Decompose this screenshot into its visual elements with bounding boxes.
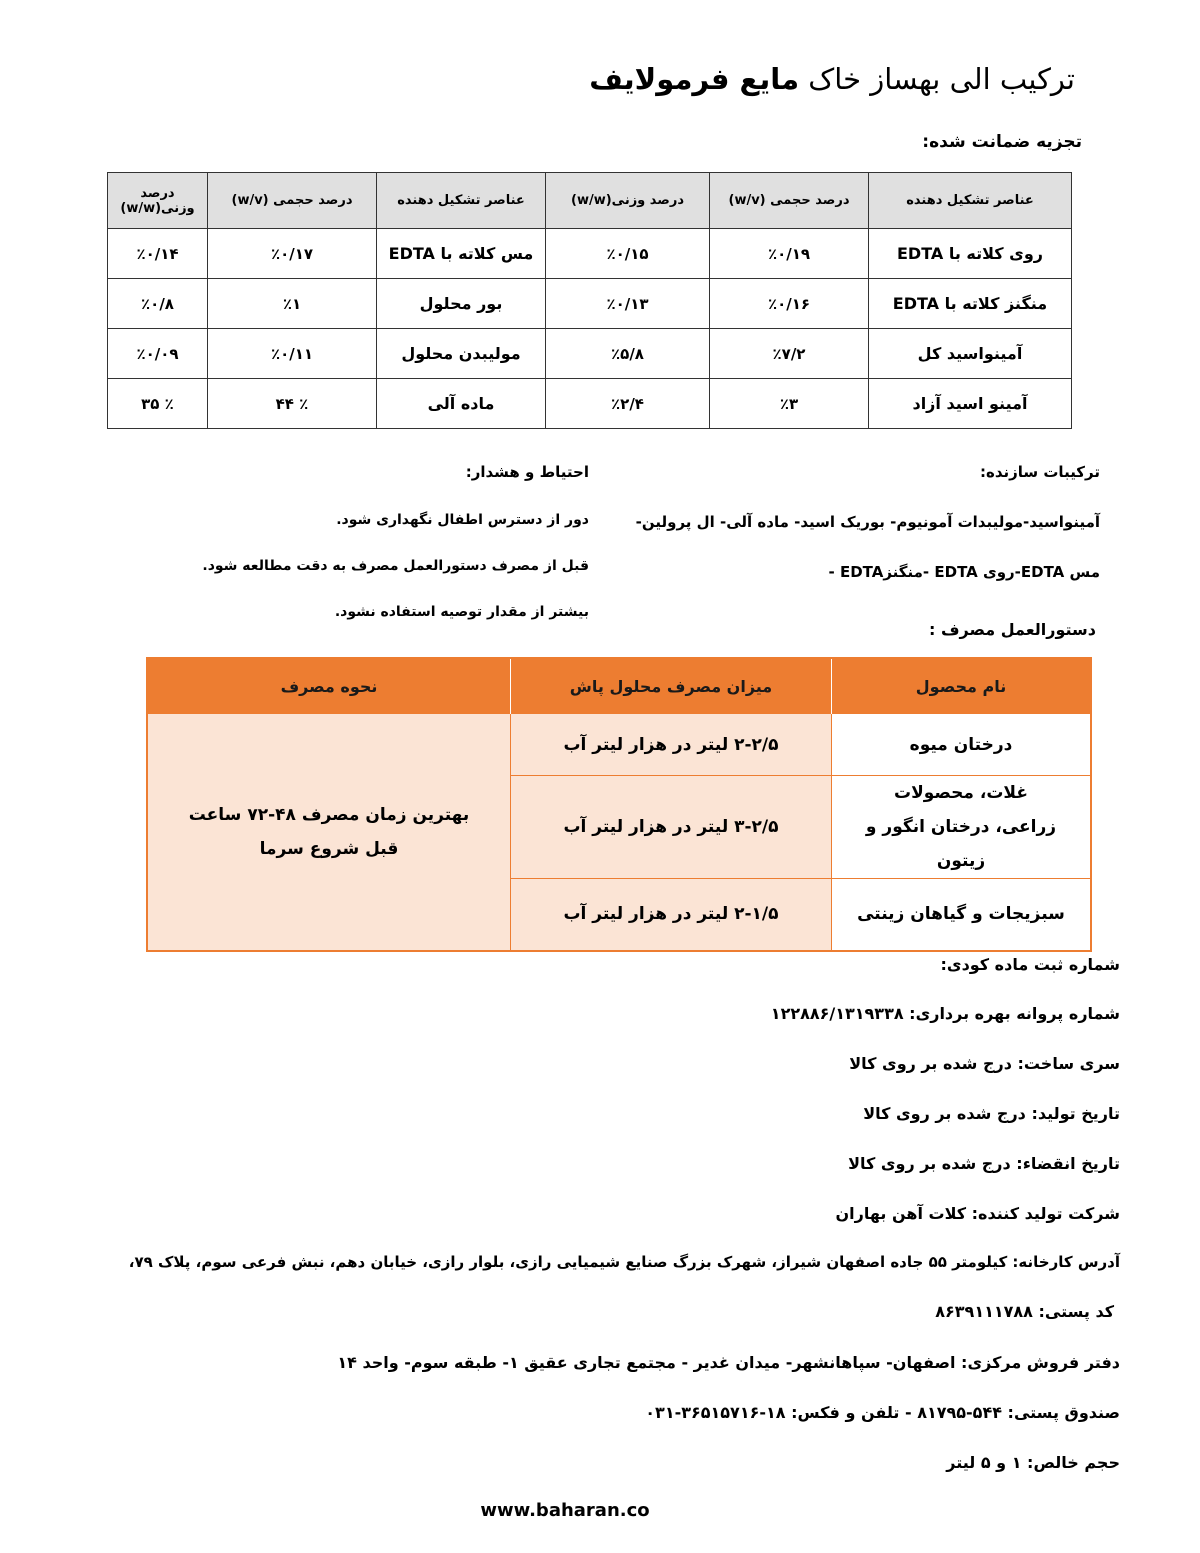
ingredients-label: ترکیبات سازنده: xyxy=(979,463,1100,481)
product-cell: درختان میوه xyxy=(832,714,1092,776)
table-cell: منگنز کلاته با EDTA xyxy=(869,279,1072,329)
caution-item: بیشتر از مقدار توصیه استفاده نشود. xyxy=(334,604,589,620)
table-row xyxy=(108,329,1072,379)
table-cell: ٪۰/۰۹ xyxy=(108,329,208,379)
caution-item: قبل از مصرف دستورالعمل مصرف به دقت مطالعه شود. xyxy=(202,558,589,574)
table-cell: ٪ ۳۵ xyxy=(108,379,208,429)
registration-number: شماره ثبت ماده کودی: xyxy=(940,955,1120,974)
table-row xyxy=(108,279,1072,329)
header-cell: نحوه مصرف xyxy=(147,658,511,714)
header-cell: درصد حجمی (w/v) xyxy=(710,173,869,229)
table-cell: ٪۵/۸ xyxy=(546,329,710,379)
caution-label: احتیاط و هشدار: xyxy=(465,463,589,481)
license-number: شماره پروانه بهره برداری: ۱۲۲۸۸۶/۱۳۱۹۳۳۸ xyxy=(770,1004,1120,1023)
header-cell: عناصر تشکیل دهنده xyxy=(377,173,546,229)
table-cell: ٪۰/۱۳ xyxy=(546,279,710,329)
table-cell: ٪۰/۱۱ xyxy=(208,329,377,379)
table-cell: ٪۷/۲ xyxy=(710,329,869,379)
dose-cell: ۳-۲/۵ لیتر در هزار لیتر آب xyxy=(511,776,832,879)
table-cell: ٪۳ xyxy=(710,379,869,429)
table-cell: ماده آلی xyxy=(377,379,546,429)
usage-table xyxy=(146,657,1092,952)
table-cell: ٪۰/۱۵ xyxy=(546,229,710,279)
method-text: بهترین زمان مصرف ۴۸-۷۲ ساعت قبل شروع سرما xyxy=(188,804,470,859)
table-row xyxy=(108,229,1072,279)
sales-office: دفتر فروش مرکزی: اصفهان- سپاهانشهر- میدان غدیر - مجتمع تجاری عقیق ۱- طبقه سوم- واحد ۱۴ xyxy=(337,1353,1120,1372)
product-cell: غلات، محصولات زراعی، درختان انگور و زیتون xyxy=(832,776,1092,879)
dose-cell: ۲-۲/۵ لیتر در هزار لیتر آب xyxy=(511,714,832,776)
net-volume: حجم خالص: ۱ و ۵ لیتر xyxy=(946,1453,1120,1472)
table-cell: مس کلاته با EDTA xyxy=(377,229,546,279)
composition-header-row xyxy=(108,173,1072,229)
table-cell: ٪۰/۱۹ xyxy=(710,229,869,279)
header-cell: میزان مصرف محلول پاش xyxy=(511,658,832,714)
composition-table xyxy=(107,172,1072,429)
header-cell: نام محصول xyxy=(832,658,1092,714)
table-cell: آمینواسید کل xyxy=(869,329,1072,379)
header-cell: درصد وزنی(w/w) xyxy=(108,173,208,229)
ingredients-line-1: آمینواسید-مولیبدات آمونیوم- بوریک اسید- ماده آلی- ال پرولین- xyxy=(635,513,1100,531)
method-cell xyxy=(147,714,511,951)
production-date: تاریخ تولید: درج شده بر روی کالا xyxy=(863,1104,1120,1123)
header-cell: عناصر تشکیل دهنده xyxy=(869,173,1072,229)
page-title xyxy=(589,62,1075,96)
manufacturer: شرکت تولید کننده: کلات آهن بهاران xyxy=(835,1204,1120,1223)
ingredients-line-2: مس EDTA-روی EDTA -منگنزEDTA - xyxy=(828,563,1100,581)
guaranteed-analysis-label: تجزیه ضمانت شده: xyxy=(922,132,1082,152)
dose-cell: ۲-۱/۵ لیتر در هزار لیتر آب xyxy=(511,879,832,951)
header-cell: درصد وزنی(w/w) xyxy=(546,173,710,229)
title-part2: مایع فرمولایف xyxy=(589,62,800,96)
table-row xyxy=(108,379,1072,429)
table-cell: ٪۲/۴ xyxy=(546,379,710,429)
table-cell: ٪۰/۱۴ xyxy=(108,229,208,279)
table-cell: ٪۰/۱۷ xyxy=(208,229,377,279)
table-cell: ٪۰/۸ xyxy=(108,279,208,329)
table-cell: مولیبدن محلول xyxy=(377,329,546,379)
table-cell: آمینو اسید آزاد xyxy=(869,379,1072,429)
table-cell: ٪ ۴۴ xyxy=(208,379,377,429)
po-box: صندوق پستی: ۵۴۴-۸۱۷۹۵ - تلفن و فکس: ۱۸-۳۶۵۱۵۷۱۶-۰۳۱ xyxy=(645,1403,1120,1422)
title-part1: ترکیب الی بهساز خاک xyxy=(799,62,1075,96)
website-link[interactable]: www.baharan.co xyxy=(480,1500,650,1521)
batch-number: سری ساخت: درج شده بر روی کالا xyxy=(849,1054,1120,1073)
factory-address: آدرس کارخانه: کیلومتر ۵۵ جاده اصفهان شیراز، شهرک بزرگ صنایع شیمیایی رازی، بلوار رازی، خیابان دهم، نبش فرعی سوم، پلاک ۷۹، xyxy=(128,1253,1120,1271)
table-cell: ٪۱ xyxy=(208,279,377,329)
postal-code: کد پستی: ۸۶۳۹۱۱۱۷۸۸ xyxy=(935,1302,1114,1321)
table-cell: روی کلاته با EDTA xyxy=(869,229,1072,279)
header-cell: درصد حجمی (w/v) xyxy=(208,173,377,229)
caution-item: دور از دسترس اطفال نگهداری شود. xyxy=(336,512,589,528)
table-cell: ٪۰/۱۶ xyxy=(710,279,869,329)
usage-label: دستورالعمل مصرف : xyxy=(929,620,1096,639)
product-cell: سبزیجات و گیاهان زینتی xyxy=(832,879,1092,951)
table-cell: بور محلول xyxy=(377,279,546,329)
table-row xyxy=(147,714,1091,776)
usage-header-row xyxy=(147,658,1091,714)
expiry-date: تاریخ انقضاء: درج شده بر روی کالا xyxy=(848,1154,1120,1173)
